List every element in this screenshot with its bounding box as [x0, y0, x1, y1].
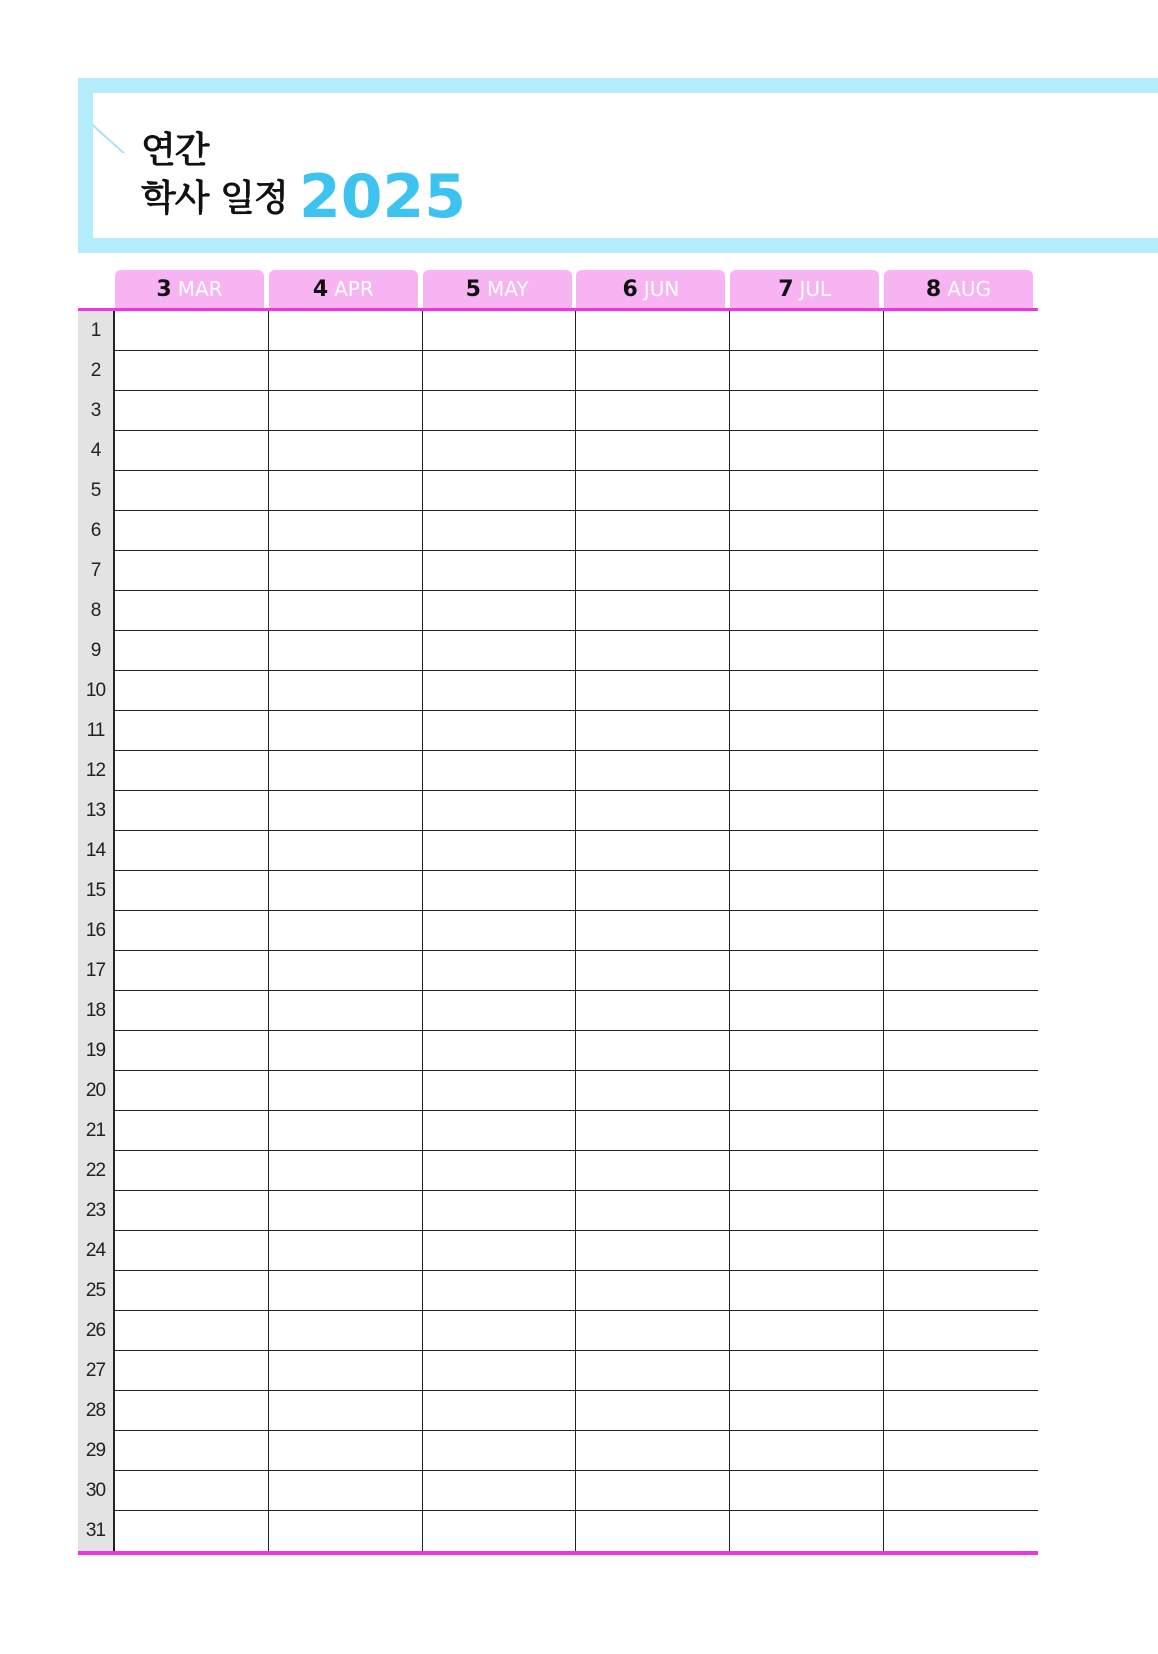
- table-row: [78, 351, 1038, 391]
- schedule-cell-apr[interactable]: [269, 1471, 423, 1511]
- schedule-cell-jul[interactable]: [730, 551, 884, 591]
- day-number: 25: [78, 1271, 115, 1311]
- schedule-cell-jul[interactable]: [730, 1031, 884, 1071]
- schedule-cell-jul[interactable]: [730, 511, 884, 551]
- day-number: 3: [78, 391, 115, 431]
- schedule-cell-mar[interactable]: [115, 1311, 269, 1351]
- schedule-cell-mar[interactable]: [115, 471, 269, 511]
- schedule-cell-mar[interactable]: [115, 871, 269, 911]
- day-number: 17: [78, 951, 115, 991]
- schedule-cell-aug[interactable]: [884, 431, 1038, 471]
- schedule-cell-jun[interactable]: [576, 951, 730, 991]
- schedule-cell-apr[interactable]: [269, 911, 423, 951]
- schedule-cell-apr[interactable]: [269, 671, 423, 711]
- schedule-cell-jun[interactable]: [576, 711, 730, 751]
- title-line-2: 학사 일정: [141, 178, 288, 219]
- month-number: 6: [622, 277, 638, 302]
- table-row: [78, 1191, 1038, 1231]
- schedule-cell-apr[interactable]: [269, 951, 423, 991]
- month-abbr: JUN: [643, 277, 680, 301]
- schedule-cell-jul[interactable]: [730, 1391, 884, 1431]
- schedule-cell-mar[interactable]: [115, 591, 269, 631]
- schedule-cell-may[interactable]: [423, 671, 577, 711]
- schedule-cell-may[interactable]: [423, 1311, 577, 1351]
- day-number: 15: [78, 871, 115, 911]
- schedule-cell-jul[interactable]: [730, 591, 884, 631]
- schedule-cell-apr[interactable]: [269, 1511, 423, 1551]
- schedule-cell-jun[interactable]: [576, 751, 730, 791]
- schedule-cell-may[interactable]: [423, 1111, 577, 1151]
- schedule-cell-aug[interactable]: [884, 1431, 1038, 1471]
- schedule-cell-jun[interactable]: [576, 511, 730, 551]
- day-number: 21: [78, 1111, 115, 1151]
- schedule-cell-jun[interactable]: [576, 1031, 730, 1071]
- schedule-cell-mar[interactable]: [115, 391, 269, 431]
- schedule-cell-jun[interactable]: [576, 1351, 730, 1391]
- schedule-cell-jul[interactable]: [730, 871, 884, 911]
- schedule-cell-may[interactable]: [423, 1391, 577, 1431]
- schedule-cell-may[interactable]: [423, 791, 577, 831]
- table-row: [78, 1351, 1038, 1391]
- day-number: 29: [78, 1431, 115, 1471]
- schedule-cell-may[interactable]: [423, 311, 577, 351]
- schedule-cell-aug[interactable]: [884, 311, 1038, 351]
- schedule-cell-may[interactable]: [423, 511, 577, 551]
- day-number: 5: [78, 471, 115, 511]
- table-row: [78, 1231, 1038, 1271]
- schedule-cell-may[interactable]: [423, 1191, 577, 1231]
- schedule-cell-may[interactable]: [423, 591, 577, 631]
- schedule-cell-aug[interactable]: [884, 351, 1038, 391]
- schedule-cell-apr[interactable]: [269, 791, 423, 831]
- day-number: 19: [78, 1031, 115, 1071]
- table-row: [78, 1111, 1038, 1151]
- day-number: 13: [78, 791, 115, 831]
- schedule-cell-jun[interactable]: [576, 1191, 730, 1231]
- schedule-cell-mar[interactable]: [115, 1271, 269, 1311]
- schedule-cell-jun[interactable]: [576, 911, 730, 951]
- schedule-cell-apr[interactable]: [269, 511, 423, 551]
- schedule-cell-may[interactable]: [423, 871, 577, 911]
- schedule-cell-aug[interactable]: [884, 831, 1038, 871]
- schedule-cell-aug[interactable]: [884, 471, 1038, 511]
- schedule-cell-apr[interactable]: [269, 551, 423, 591]
- table-row: [78, 551, 1038, 591]
- month-abbr: JUL: [799, 277, 832, 301]
- schedule-cell-apr[interactable]: [269, 1231, 423, 1271]
- schedule-cell-aug[interactable]: [884, 1151, 1038, 1191]
- schedule-cell-may[interactable]: [423, 951, 577, 991]
- table-row: [78, 1471, 1038, 1511]
- schedule-cell-mar[interactable]: [115, 311, 269, 351]
- schedule-cell-apr[interactable]: [269, 391, 423, 431]
- schedule-cell-mar[interactable]: [115, 1351, 269, 1391]
- table-row: [78, 431, 1038, 471]
- table-row: [78, 1271, 1038, 1311]
- schedule-cell-mar[interactable]: [115, 1431, 269, 1471]
- schedule-cell-jun[interactable]: [576, 871, 730, 911]
- schedule-cell-jun[interactable]: [576, 791, 730, 831]
- table-row: [78, 1311, 1038, 1351]
- title-line-1: 연간: [141, 130, 209, 171]
- table-row: [78, 911, 1038, 951]
- schedule-cell-apr[interactable]: [269, 1391, 423, 1431]
- day-number: 10: [78, 671, 115, 711]
- schedule-cell-aug[interactable]: [884, 391, 1038, 431]
- schedule-cell-jul[interactable]: [730, 1231, 884, 1271]
- table-row: [78, 991, 1038, 1031]
- schedule-cell-jul[interactable]: [730, 951, 884, 991]
- day-number: 11: [78, 711, 115, 751]
- month-tab-apr: [269, 270, 418, 310]
- schedule-cell-aug[interactable]: [884, 551, 1038, 591]
- schedule-cell-mar[interactable]: [115, 1071, 269, 1111]
- day-number: 7: [78, 551, 115, 591]
- table-row: [78, 311, 1038, 351]
- schedule-cell-jul[interactable]: [730, 831, 884, 871]
- schedule-cell-may[interactable]: [423, 471, 577, 511]
- day-number: 1: [78, 311, 115, 351]
- day-number: 24: [78, 1231, 115, 1271]
- schedule-cell-jun[interactable]: [576, 1311, 730, 1351]
- schedule-cell-aug[interactable]: [884, 1271, 1038, 1311]
- schedule-cell-jul[interactable]: [730, 1071, 884, 1111]
- day-number: 12: [78, 751, 115, 791]
- schedule-cell-may[interactable]: [423, 551, 577, 591]
- month-number: 7: [778, 277, 794, 302]
- schedule-cell-may[interactable]: [423, 831, 577, 871]
- schedule-cell-jun[interactable]: [576, 471, 730, 511]
- month-abbr: APR: [334, 277, 374, 301]
- schedule-cell-apr[interactable]: [269, 711, 423, 751]
- schedule-cell-mar[interactable]: [115, 431, 269, 471]
- schedule-cell-apr[interactable]: [269, 751, 423, 791]
- schedule-cell-jul[interactable]: [730, 991, 884, 1031]
- month-number: 3: [156, 277, 172, 302]
- day-number: 14: [78, 831, 115, 871]
- schedule-cell-jul[interactable]: [730, 1431, 884, 1471]
- schedule-cell-apr[interactable]: [269, 1151, 423, 1191]
- schedule-cell-jun[interactable]: [576, 1271, 730, 1311]
- day-number: 31: [78, 1511, 115, 1551]
- schedule-cell-apr[interactable]: [269, 831, 423, 871]
- schedule-cell-jul[interactable]: [730, 351, 884, 391]
- schedule-cell-jul[interactable]: [730, 671, 884, 711]
- schedule-cell-mar[interactable]: [115, 911, 269, 951]
- month-abbr: MAR: [177, 277, 223, 301]
- schedule-cell-mar[interactable]: [115, 631, 269, 671]
- schedule-cell-mar[interactable]: [115, 1111, 269, 1151]
- schedule-cell-may[interactable]: [423, 431, 577, 471]
- schedule-cell-jun[interactable]: [576, 1111, 730, 1151]
- schedule-cell-may[interactable]: [423, 391, 577, 431]
- schedule-cell-apr[interactable]: [269, 1111, 423, 1151]
- schedule-cell-aug[interactable]: [884, 511, 1038, 551]
- schedule-cell-mar[interactable]: [115, 751, 269, 791]
- schedule-cell-apr[interactable]: [269, 871, 423, 911]
- schedule-cell-mar[interactable]: [115, 951, 269, 991]
- schedule-cell-aug[interactable]: [884, 911, 1038, 951]
- schedule-cell-apr[interactable]: [269, 1351, 423, 1391]
- table-row: [78, 951, 1038, 991]
- schedule-cell-may[interactable]: [423, 1351, 577, 1391]
- table-row: [78, 831, 1038, 871]
- schedule-cell-jun[interactable]: [576, 391, 730, 431]
- schedule-cell-jul[interactable]: [730, 1271, 884, 1311]
- month-tab-may: [423, 270, 572, 310]
- day-number: 9: [78, 631, 115, 671]
- schedule-cell-aug[interactable]: [884, 751, 1038, 791]
- schedule-cell-aug[interactable]: [884, 1311, 1038, 1351]
- table-row: [78, 711, 1038, 751]
- schedule-cell-jul[interactable]: [730, 471, 884, 511]
- schedule-cell-mar[interactable]: [115, 1151, 269, 1191]
- schedule-cell-jun[interactable]: [576, 1151, 730, 1191]
- schedule-cell-jul[interactable]: [730, 311, 884, 351]
- schedule-cell-jun[interactable]: [576, 351, 730, 391]
- schedule-cell-jul[interactable]: [730, 1151, 884, 1191]
- schedule-cell-jul[interactable]: [730, 1111, 884, 1151]
- schedule-cell-mar[interactable]: [115, 791, 269, 831]
- table-row: [78, 631, 1038, 671]
- table-row: [78, 1031, 1038, 1071]
- schedule-cell-aug[interactable]: [884, 1031, 1038, 1071]
- schedule-cell-apr[interactable]: [269, 1031, 423, 1071]
- day-number: 2: [78, 351, 115, 391]
- table-row: [78, 1391, 1038, 1431]
- schedule-cell-apr[interactable]: [269, 471, 423, 511]
- schedule-cell-jun[interactable]: [576, 671, 730, 711]
- schedule-cell-jun[interactable]: [576, 991, 730, 1031]
- schedule-cell-jul[interactable]: [730, 1191, 884, 1231]
- table-row: [78, 511, 1038, 551]
- table-row: [78, 1151, 1038, 1191]
- schedule-cell-jul[interactable]: [730, 391, 884, 431]
- schedule-cell-apr[interactable]: [269, 1431, 423, 1471]
- schedule-cell-may[interactable]: [423, 631, 577, 671]
- schedule-cell-mar[interactable]: [115, 351, 269, 391]
- schedule-cell-jun[interactable]: [576, 431, 730, 471]
- schedule-cell-aug[interactable]: [884, 1191, 1038, 1231]
- schedule-cell-aug[interactable]: [884, 671, 1038, 711]
- schedule-cell-aug[interactable]: [884, 1351, 1038, 1391]
- title-year: 2025: [299, 162, 466, 232]
- schedule-cell-apr[interactable]: [269, 1271, 423, 1311]
- month-tab-mar: [115, 270, 264, 310]
- schedule-cell-aug[interactable]: [884, 591, 1038, 631]
- day-number: 28: [78, 1391, 115, 1431]
- schedule-cell-aug[interactable]: [884, 1231, 1038, 1271]
- schedule-cell-may[interactable]: [423, 911, 577, 951]
- schedule-cell-may[interactable]: [423, 1031, 577, 1071]
- day-number: 30: [78, 1471, 115, 1511]
- table-row: [78, 1511, 1038, 1551]
- schedule-cell-aug[interactable]: [884, 991, 1038, 1031]
- schedule-cell-may[interactable]: [423, 711, 577, 751]
- schedule-cell-jul[interactable]: [730, 1511, 884, 1551]
- schedule-cell-jun[interactable]: [576, 551, 730, 591]
- schedule-cell-jun[interactable]: [576, 1431, 730, 1471]
- table-row: [78, 1071, 1038, 1111]
- schedule-cell-jul[interactable]: [730, 751, 884, 791]
- month-abbr: MAY: [486, 277, 529, 301]
- schedule-cell-jun[interactable]: [576, 311, 730, 351]
- schedule-cell-aug[interactable]: [884, 1391, 1038, 1431]
- schedule-cell-aug[interactable]: [884, 871, 1038, 911]
- day-number: 18: [78, 991, 115, 1031]
- schedule-cell-jul[interactable]: [730, 631, 884, 671]
- table-row: [78, 471, 1038, 511]
- table-row: [78, 871, 1038, 911]
- schedule-cell-jul[interactable]: [730, 911, 884, 951]
- footer-rule: [78, 1551, 1038, 1555]
- schedule-cell-apr[interactable]: [269, 991, 423, 1031]
- schedule-cell-aug[interactable]: [884, 631, 1038, 671]
- schedule-cell-apr[interactable]: [269, 1311, 423, 1351]
- month-number: 8: [925, 277, 942, 302]
- schedule-cell-jun[interactable]: [576, 831, 730, 871]
- schedule-cell-jun[interactable]: [576, 1471, 730, 1511]
- schedule-cell-mar[interactable]: [115, 1231, 269, 1271]
- schedule-cell-jun[interactable]: [576, 631, 730, 671]
- schedule-cell-apr[interactable]: [269, 1071, 423, 1111]
- calendar-grid: [78, 311, 1038, 1551]
- day-number: 26: [78, 1311, 115, 1351]
- schedule-cell-apr[interactable]: [269, 591, 423, 631]
- day-number: 4: [78, 431, 115, 471]
- schedule-cell-may[interactable]: [423, 351, 577, 391]
- schedule-cell-apr[interactable]: [269, 631, 423, 671]
- schedule-cell-jun[interactable]: [576, 1071, 730, 1111]
- schedule-cell-mar[interactable]: [115, 711, 269, 751]
- table-row: [78, 671, 1038, 711]
- day-number: 8: [78, 591, 115, 631]
- schedule-cell-aug[interactable]: [884, 711, 1038, 751]
- schedule-cell-mar[interactable]: [115, 1471, 269, 1511]
- schedule-cell-jun[interactable]: [576, 1511, 730, 1551]
- day-number: 20: [78, 1071, 115, 1111]
- schedule-cell-jul[interactable]: [730, 1311, 884, 1351]
- schedule-cell-mar[interactable]: [115, 551, 269, 591]
- schedule-cell-mar[interactable]: [115, 991, 269, 1031]
- table-row: [78, 591, 1038, 631]
- month-tab-jun: [576, 270, 725, 310]
- schedule-cell-apr[interactable]: [269, 351, 423, 391]
- schedule-cell-aug[interactable]: [884, 791, 1038, 831]
- schedule-cell-may[interactable]: [423, 1151, 577, 1191]
- schedule-cell-may[interactable]: [423, 1471, 577, 1511]
- day-number: 23: [78, 1191, 115, 1231]
- day-number: 22: [78, 1151, 115, 1191]
- schedule-cell-aug[interactable]: [884, 1471, 1038, 1511]
- schedule-cell-jul[interactable]: [730, 1471, 884, 1511]
- month-tab-jul: [730, 270, 879, 310]
- schedule-cell-mar[interactable]: [115, 1191, 269, 1231]
- schedule-cell-jun[interactable]: [576, 1231, 730, 1271]
- schedule-cell-aug[interactable]: [884, 1511, 1038, 1551]
- day-number: 16: [78, 911, 115, 951]
- schedule-cell-jun[interactable]: [576, 591, 730, 631]
- day-number: 27: [78, 1351, 115, 1391]
- month-number: 4: [312, 277, 329, 302]
- schedule-cell-apr[interactable]: [269, 1191, 423, 1231]
- table-row: [78, 751, 1038, 791]
- schedule-cell-may[interactable]: [423, 1271, 577, 1311]
- month-abbr: AUG: [947, 277, 992, 301]
- schedule-cell-mar[interactable]: [115, 511, 269, 551]
- month-number: 5: [465, 277, 481, 302]
- table-row: [78, 1431, 1038, 1471]
- schedule-cell-apr[interactable]: [269, 311, 423, 351]
- month-tabs: [115, 270, 1037, 310]
- schedule-cell-jul[interactable]: [730, 431, 884, 471]
- schedule-cell-jun[interactable]: [576, 1391, 730, 1431]
- schedule-cell-may[interactable]: [423, 1231, 577, 1271]
- schedule-cell-aug[interactable]: [884, 1071, 1038, 1111]
- table-row: [78, 391, 1038, 431]
- schedule-cell-aug[interactable]: [884, 951, 1038, 991]
- table-row: [78, 791, 1038, 831]
- month-tab-aug: [884, 270, 1033, 310]
- schedule-cell-may[interactable]: [423, 1511, 577, 1551]
- schedule-cell-mar[interactable]: [115, 831, 269, 871]
- schedule-cell-mar[interactable]: [115, 671, 269, 711]
- schedule-cell-apr[interactable]: [269, 431, 423, 471]
- schedule-cell-may[interactable]: [423, 991, 577, 1031]
- schedule-cell-jul[interactable]: [730, 1351, 884, 1391]
- day-number: 6: [78, 511, 115, 551]
- schedule-cell-may[interactable]: [423, 1431, 577, 1471]
- header-frame: [78, 78, 1158, 253]
- schedule-cell-jul[interactable]: [730, 711, 884, 751]
- schedule-cell-jul[interactable]: [730, 791, 884, 831]
- schedule-cell-may[interactable]: [423, 751, 577, 791]
- schedule-cell-may[interactable]: [423, 1071, 577, 1111]
- schedule-cell-mar[interactable]: [115, 1511, 269, 1551]
- schedule-cell-mar[interactable]: [115, 1031, 269, 1071]
- schedule-cell-aug[interactable]: [884, 1111, 1038, 1151]
- schedule-cell-mar[interactable]: [115, 1391, 269, 1431]
